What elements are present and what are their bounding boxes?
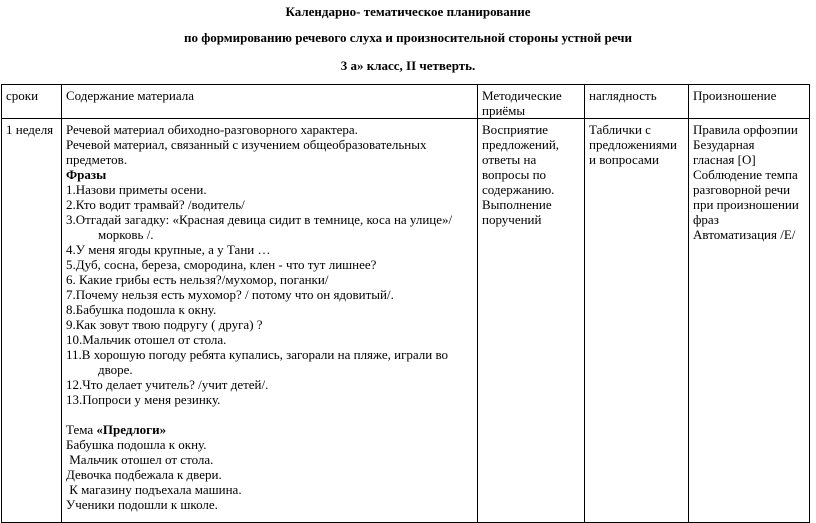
sentence-item: Бабушка подошла к окну. (66, 437, 207, 452)
header-pronunciation: Произношение (689, 85, 810, 119)
phrase-item: 4.У меня ягоды крупные, а у Тани … (66, 242, 271, 257)
cell-content (62, 119, 478, 523)
cell-pronunciation (689, 119, 810, 523)
pronunciation-line: Правила орфоэпии (693, 122, 798, 137)
methods-line: поручений (482, 212, 542, 227)
phrase-item: 10.Мальчик отошел от стола. (66, 332, 227, 347)
pronunciation-line: при произношении (693, 197, 799, 212)
phrase-item: 12.Что делает учитель? /учит детей/. (66, 377, 269, 392)
phrase-item-continuation: морковь /. (98, 227, 154, 242)
phrase-item-continuation: дворе. (98, 362, 133, 377)
pronunciation-line: Соблюдение темпа (693, 167, 798, 182)
pronunciation-line: Автоматизация /Е/ (693, 227, 796, 242)
pronunciation-line: гласная [О] (693, 152, 756, 167)
content-line: Речевой материал обиходно-разговорного характера. (66, 122, 358, 137)
methods-line: ответы на (482, 152, 537, 167)
visuals-line: и вопросами (589, 152, 659, 167)
planning-table (1, 84, 810, 523)
doc-title: Календарно- тематическое планирование (285, 4, 531, 19)
sentence-item: К магазину подъехала машина. (66, 482, 242, 497)
phrase-item: 1.Назови приметы осени. (66, 182, 207, 197)
sentence-item: Девочка подбежала к двери. (66, 467, 222, 482)
sentence-item: Мальчик отошел от стола. (66, 452, 214, 467)
phrase-item: 2.Кто водит трамвай? /водитель/ (66, 197, 245, 212)
phrase-item: 11.В хорошую погоду ребята купались, загорали на пляже, играли во (66, 347, 449, 362)
phrase-item: 3.Отгадай загадку: «Красная девица сидит в темнице, коса на улице»/ (66, 212, 453, 227)
term-text: 1 неделя (6, 122, 54, 137)
table-header-row (2, 85, 810, 119)
visuals-line: предложениями (589, 137, 677, 152)
content-line: предметов. (66, 152, 128, 167)
phrase-item: 6. Какие грибы есть нельзя?/мухомор, поганки/ (66, 272, 329, 287)
pronunciation-line: разговорной речи (693, 182, 791, 197)
header-term: сроки (2, 85, 62, 119)
doc-subtitle: по формированию речевого слуха и произносительной стороны устной речи (184, 30, 632, 45)
topic-heading: Тема «Предлоги» (66, 422, 167, 437)
methods-line: Выполнение (482, 197, 552, 212)
phrase-item: 9.Как зовут твою подругу ( друга) ? (66, 317, 263, 332)
cell-methods (478, 119, 585, 523)
sentence-item: Ученики подошли к школе. (66, 497, 218, 512)
visuals-line: Таблички с (589, 122, 651, 137)
table-row (2, 119, 810, 523)
methods-line: Восприятие (482, 122, 549, 137)
header-visuals: наглядность (585, 85, 689, 119)
cell-visuals (585, 119, 689, 523)
cell-term (2, 119, 62, 523)
doc-class-quarter: 3 а» класс, II четверть. (340, 58, 476, 73)
phrase-item: 13.Попроси у меня резинку. (66, 392, 221, 407)
pronunciation-line: Безударная (693, 137, 755, 152)
header-methods: Методические приёмы (478, 85, 585, 119)
methods-line: содержанию. (482, 182, 555, 197)
header-content: Содержание материала (62, 85, 478, 119)
methods-line: предложений, (482, 137, 560, 152)
pronunciation-line: фраз (693, 212, 719, 227)
phrase-item: 7.Почему нельзя есть мухомор? / потому что он ядовитый/. (66, 287, 394, 302)
phrases-heading: Фразы (66, 167, 107, 182)
phrase-item: 5.Дуб, сосна, береза, смородина, клен - что тут лишнее? (66, 257, 377, 272)
phrase-item: 8.Бабушка подошла к окну. (66, 302, 217, 317)
methods-line: вопросы по (482, 167, 547, 182)
content-line: Речевой материал, связанный с изучением общеобразовательных (66, 137, 427, 152)
